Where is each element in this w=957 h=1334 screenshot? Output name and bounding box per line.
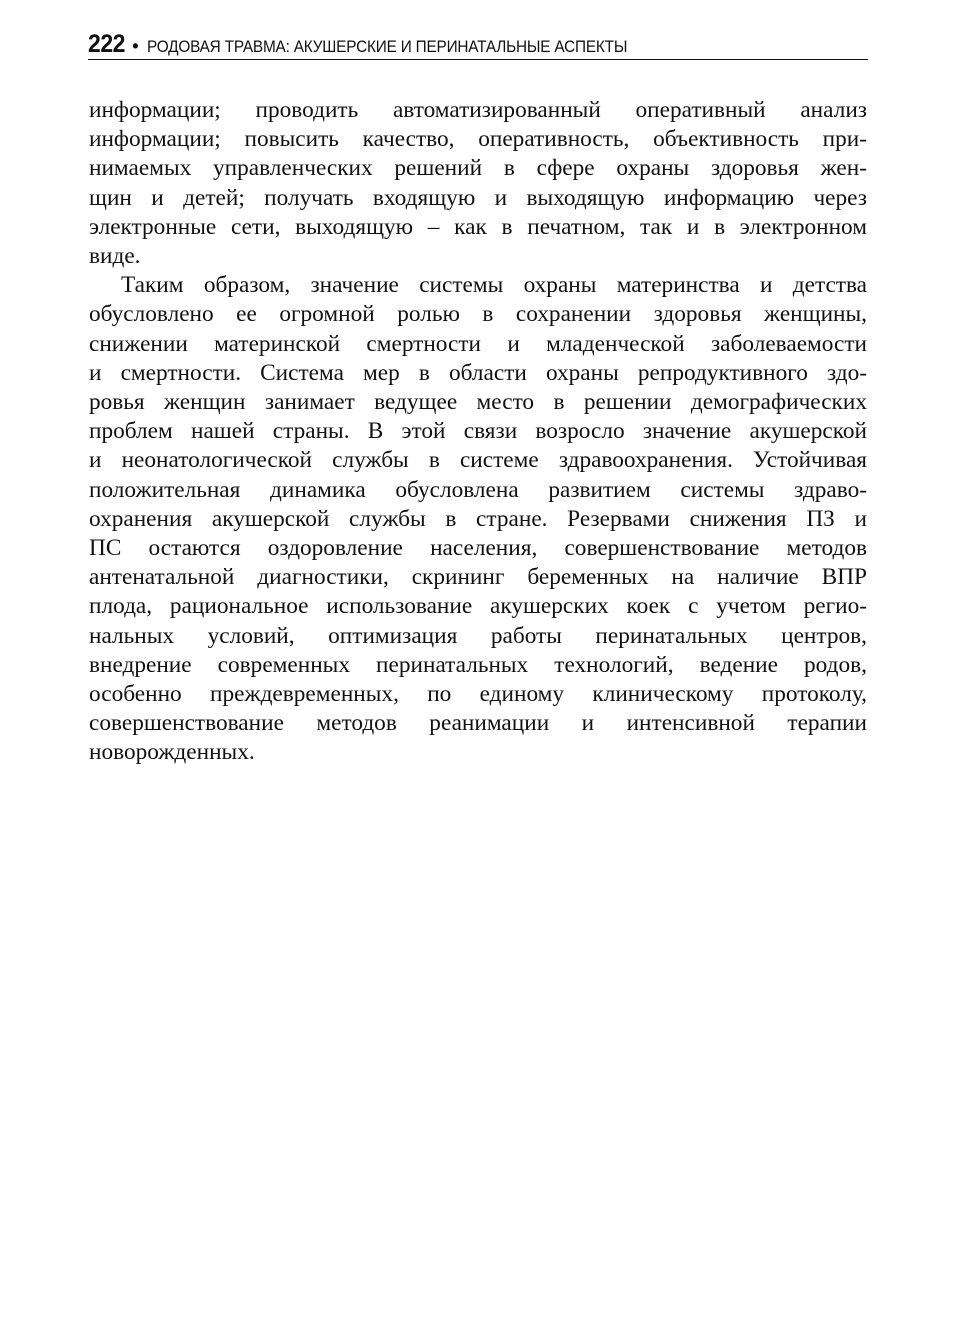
text-line: информации; повысить качество, оперативность, объективность при- <box>89 126 867 153</box>
text-line: нимаемых управленческих решений в сфере охраны здоровья жен- <box>89 155 867 182</box>
text-line: информации; проводить автоматизированный оперативный анализ <box>89 97 867 123</box>
paragraph-2 <box>89 271 867 767</box>
text-line: проблем нашей страны. В этой связи возросло значение акушерской <box>89 418 867 445</box>
text-line: внедрение современных перинатальных технологий, ведение родов, <box>89 651 867 678</box>
paragraph-1 <box>89 96 867 271</box>
text-line: обусловлено ее огромной ролью в сохранении здоровья женщины, <box>89 301 867 328</box>
text-line: виде. <box>89 243 141 270</box>
page-number: 222 <box>88 30 126 58</box>
text-line: щин и детей; получать входящую и выходящую информацию через <box>89 184 867 211</box>
text-line: и смертности. Система мер в области охраны репродуктивного здо- <box>89 359 867 386</box>
text-line: ровья женщин занимает ведущее место в решении демографических <box>89 389 867 416</box>
text-line: особенно преждевременных, по единому клиническому протоколу, <box>89 681 867 708</box>
header-rule <box>88 59 868 60</box>
text-line: ПС остаются оздоровление населения, совершенствование методов <box>89 535 867 562</box>
text-line: антенатальной диагностики, скрининг беременных на наличие ВПР <box>89 564 867 591</box>
body-text <box>89 96 867 768</box>
text-line: положительная динамика обусловлена развитием системы здраво- <box>89 476 867 503</box>
text-line: Таким образом, значение системы охраны материнства и детства <box>121 272 867 299</box>
text-line: нальных условий, оптимизация работы перинатальных центров, <box>89 622 867 649</box>
running-title: РОДОВАЯ ТРАВМА: АКУШЕРСКИЕ И ПЕРИНАТАЛЬНЫЕ АСПЕКТЫ <box>146 38 627 56</box>
text-line: снижении материнской смертности и младенческой заболеваемости <box>89 330 867 357</box>
text-line: совершенствование методов реанимации и интенсивной терапии <box>89 710 867 737</box>
text-line: электронные сети, выходящую – как в печатном, так и в электронном <box>89 213 867 240</box>
text-line: плода, рациональное использование акушерских коек с учетом регио- <box>89 593 867 620</box>
text-line: охранения акушерской службы в стране. Резервами снижения ПЗ и <box>89 505 867 532</box>
text-line: и неонатологической службы в системе здравоохранения. Устойчивая <box>89 447 867 474</box>
header-bullet: • <box>132 36 139 56</box>
text-line: новорожденных. <box>89 739 255 766</box>
